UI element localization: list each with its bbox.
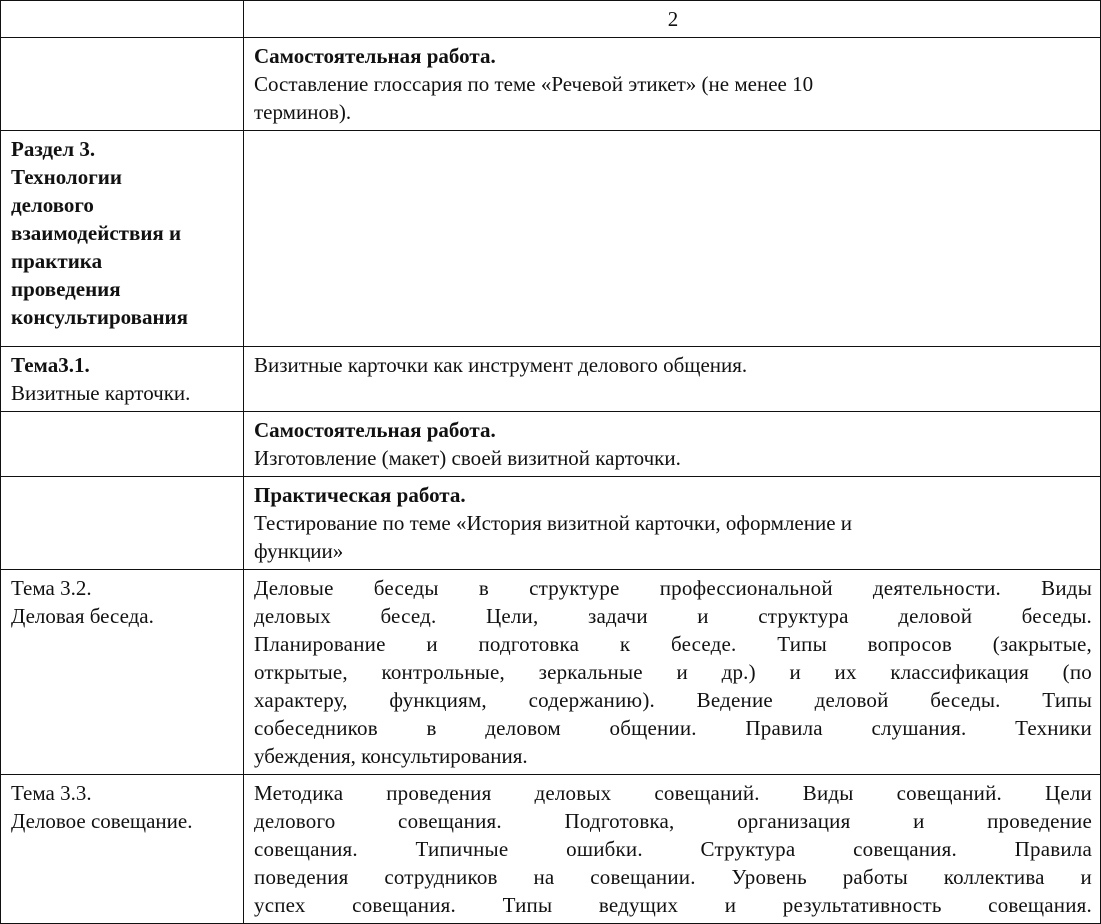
table-row [1,570,1101,775]
section-title-line: проведения [11,277,121,301]
section-title-line: взаимодействия и [11,221,182,245]
section-title-line: консультирования [11,305,189,329]
topic-name: Деловая беседа. [11,604,154,628]
topic-number: Тема3.1. [11,353,90,377]
cell-line: открытые, контрольные, зеркальные и др.) и их классификация (по [254,660,1092,684]
header-cell-2 [244,1,1101,38]
right-cell [244,131,1101,347]
topic-cell [1,347,244,412]
cell-title: Практическая работа. [254,483,466,507]
section-title-line: Технологии [11,165,122,189]
right-cell [244,412,1101,477]
topic-name: Деловое совещание. [11,809,193,833]
cell-line: характеру, функциям, содержанию). Ведение деловой беседы. Типы [254,688,1092,712]
cell-line: Визитные карточки как инструмент делового общения. [254,353,748,377]
right-cell [244,775,1101,924]
header-cell-1 [1,1,244,38]
section-title-line: Раздел 3. [11,137,96,161]
topic-cell [1,775,244,924]
cell-line: делового совещания. Подготовка, организация и проведение [254,809,1092,833]
right-cell [244,38,1101,131]
cell-line: Изготовление (макет) своей визитной карточки. [254,446,681,470]
cell-line: Планирование и подготовка к беседе. Типы вопросов (закрытые, [254,632,1092,656]
table-row [1,131,1101,347]
right-cell [244,477,1101,570]
cell-line: убеждения, консультирования. [254,744,528,768]
section-title-line: практика [11,249,103,273]
cell-title: Самостоятельная работа. [254,44,496,68]
topic-number: Тема 3.2. [11,576,92,600]
topic-name: Визитные карточки. [11,381,191,405]
left-cell [1,38,244,131]
table-row [1,775,1101,924]
right-cell [244,570,1101,775]
cell-line: совещания. Типичные ошибки. Структура совещания. Правила [254,837,1092,861]
cell-line: деловых бесед. Цели, задачи и структура деловой беседы. [254,604,1092,628]
section-title-cell [1,131,244,347]
cell-title: Самостоятельная работа. [254,418,496,442]
topic-number: Тема 3.3. [11,781,92,805]
cell-line: Деловые беседы в структуре профессиональной деятельности. Виды [254,576,1092,600]
right-cell [244,347,1101,412]
topic-cell [1,570,244,775]
table-row [1,412,1101,477]
left-cell [1,477,244,570]
cell-line: функции» [254,539,344,563]
cell-line: успех совещания. Типы ведущих и результативность совещания. [254,893,1092,917]
table-row [1,347,1101,412]
left-cell [1,412,244,477]
cell-line: терминов). [254,100,352,124]
cell-line: Тестирование по теме «История визитной карточки, оформление и [254,511,853,535]
cell-line: собеседников в деловом общении. Правила слушания. Техники [254,716,1092,740]
section-title-line: делового [11,193,94,217]
cell-line: Методика проведения деловых совещаний. Виды совещаний. Цели [254,781,1092,805]
cell-line: Составление глоссария по теме «Речевой этикет» (не менее 10 [254,72,814,96]
column-number: 2 [667,7,679,31]
cell-line: поведения сотрудников на совещании. Уровень работы коллектива и [254,865,1092,889]
table-row [1,477,1101,570]
table-header-row [1,1,1101,38]
table-row [1,38,1101,131]
